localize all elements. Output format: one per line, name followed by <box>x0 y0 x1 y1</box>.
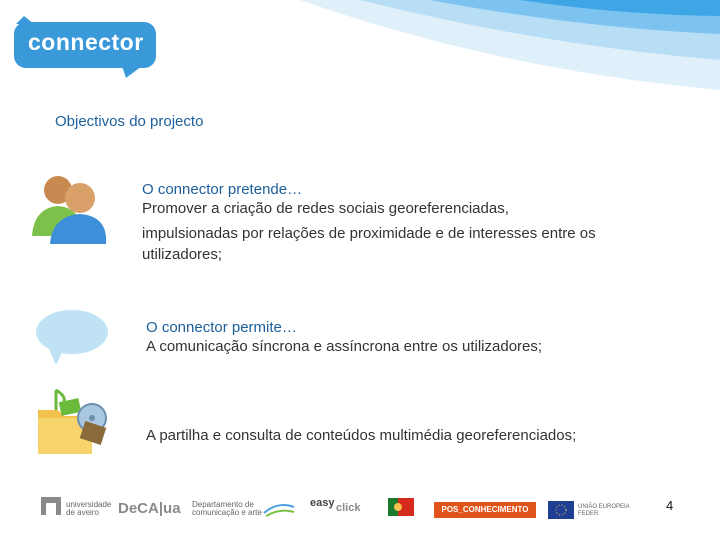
block-1-line-3: utilizadores; <box>142 246 223 263</box>
multimedia-folder-icon <box>34 388 114 460</box>
page-number: 4 <box>666 498 674 513</box>
logo-text: connector <box>28 29 144 55</box>
deca-ua-logo-line-3: comunicação e arte <box>192 508 262 517</box>
easyclick-logo-part-2: click <box>336 502 361 514</box>
block-2-heading: O connector permite… <box>146 319 297 336</box>
section-title: Objectivos do projecto <box>55 113 204 130</box>
eu-flag-icon <box>548 501 574 519</box>
universidade-de-aveiro-crest-icon <box>40 495 62 517</box>
easyclick-logo-part-1: easy <box>310 497 335 509</box>
users-icon <box>28 170 108 246</box>
block-3-line-1: A partilha e consulta de conteúdos multimédia georeferenciados; <box>146 427 577 444</box>
portugal-flag-icon <box>388 498 414 516</box>
speech-bubble-icon <box>34 305 110 365</box>
uniao-europeia-logo-line-2: FEDER <box>578 511 599 517</box>
deca-ua-logo-line-2: Departamento de <box>192 500 254 509</box>
pos-conhecimento-logo: POS_CONHECIMENTO <box>434 502 536 518</box>
block-1-line-2: impulsionadas por relações de proximidade e de interesses entre os <box>142 225 596 242</box>
deca-ua-logo: DeCA|ua <box>118 500 181 517</box>
universidade-de-aveiro-logo-line-2: de aveiro <box>66 508 99 517</box>
universidade-de-aveiro-logo-line-1: universidade <box>66 500 112 509</box>
uniao-europeia-logo-line-1: UNIÃO EUROPEIA <box>578 504 630 510</box>
block-2-line-1: A comunicação síncrona e assíncrona entre os utilizadores; <box>146 338 543 355</box>
partner-swoosh-logo <box>262 499 296 519</box>
block-1-line-1: Promover a criação de redes sociais georeferenciadas, <box>142 200 509 217</box>
block-1-heading: O connector pretende… <box>142 181 303 198</box>
